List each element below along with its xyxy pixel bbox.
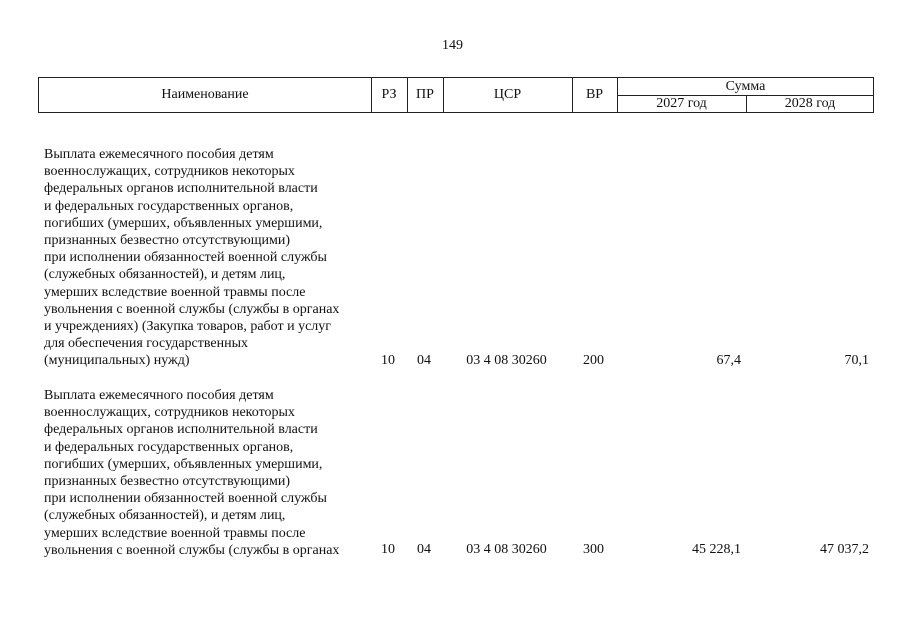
row-pr: 04 [417,542,431,557]
header-sum: Сумма [725,78,766,94]
row-name: Выплата ежемесячного пособия детям военнослужащих, сотрудников некоторых федеральных органов исполнительной власти и федеральных государственных органов, погибших (умерших, объявленных умершими, признанных безвестно отсутствующими) при исполнении обязанностей военной службы (служебных обязанностей), и детям лиц, умерших вследствие военной травмы после увольнения с военной службы (службы в органах [44,388,340,558]
header-vr: ВР [585,87,604,102]
row-name: Выплата ежемесячного пособия детям военнослужащих, сотрудников некоторых федеральных органов исполнительной власти и федеральных государственных органов, погибших (умерших, объявленных умершими, признанных безвестно отсутствующими) при исполнении обязанностей военной службы (служебных обязанностей), и детям лиц, умерших вследствие военной травмы после увольнения с военной службы (службы в органах и учреждениях) (Закупка товаров, работ и услуг для обеспечения государственных (муниципальных) нужд) [44,147,340,369]
table-header [38,77,874,113]
row-csr: 03 4 08 30260 [466,353,547,368]
header-year-2028: 2028 год [784,96,836,111]
row-sum-2028: 70,1 [844,353,869,368]
header-name: Наименование [161,87,249,102]
row-sum-2027: 67,4 [716,353,741,368]
row-vr: 300 [583,542,604,557]
row-csr: 03 4 08 30260 [466,542,547,557]
header-csr: ЦСР [493,87,522,102]
row-rz: 10 [381,542,395,557]
row-sum-2028: 47 037,2 [820,542,869,557]
header-pr: ПР [416,87,434,102]
row-vr: 200 [583,353,604,368]
row-rz: 10 [381,353,395,368]
page-number: 149 [442,38,463,53]
row-pr: 04 [417,353,431,368]
header-year-2027: 2027 год [656,96,707,111]
header-rz: РЗ [381,87,397,102]
row-sum-2027: 45 228,1 [692,542,741,557]
